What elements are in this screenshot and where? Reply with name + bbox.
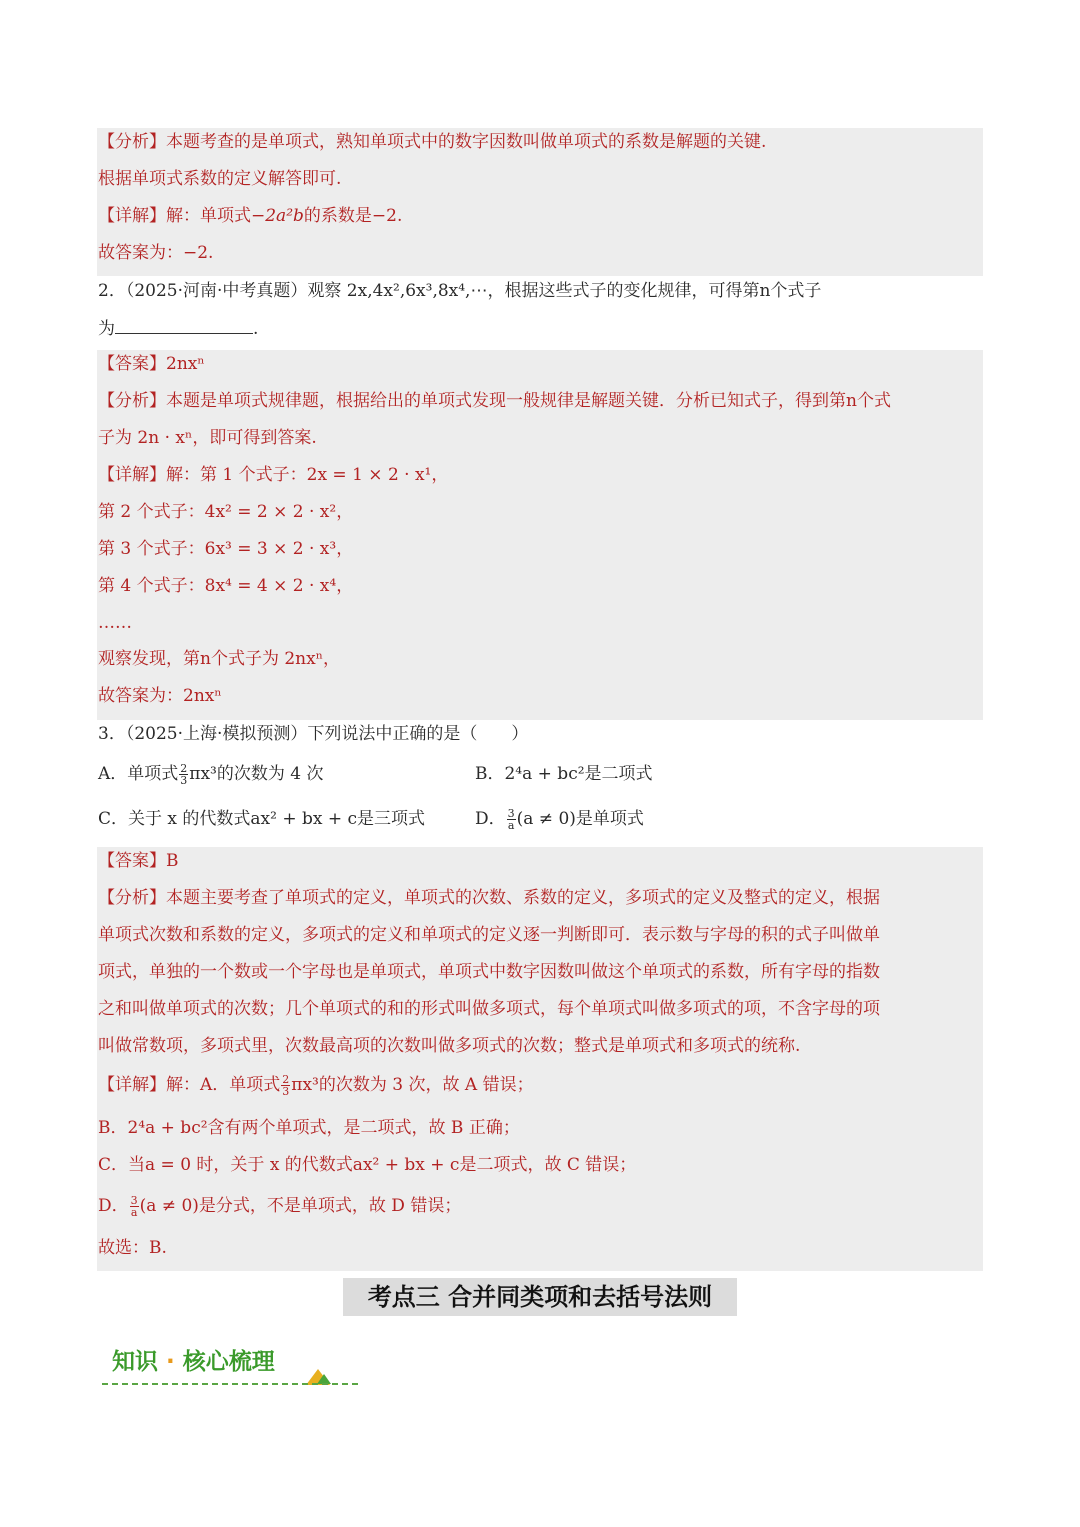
block1-analysis: 【分析】本题考查的是单项式，熟知单项式中的数字因数叫做单项式的系数是解题的关键. xyxy=(98,132,767,152)
q3-analysis-line: 【分析】本题主要考查了单项式的定义，单项式的次数、系数的定义，多项式的定义及整式的定义，根据 xyxy=(98,888,880,908)
q2-answer: 【答案】2nxⁿ xyxy=(98,354,205,374)
q3-analysis-line: 之和叫做单项式的次数；几个单项式的和的形式叫做多项式，每个单项式叫做多项式的项，不含字母的项 xyxy=(98,999,880,1019)
q3-analysis-line: 单项式次数和系数的定义，多项式的定义和单项式的定义逐一判断即可．表示数与字母的积的式子叫做单 xyxy=(98,925,880,945)
block1-answer: 故答案为：−2. xyxy=(98,243,214,263)
q2-detail-line: 第 2 个式子：4x² = 2 × 2 · x²， xyxy=(98,502,354,522)
q2-stem2: 为 . xyxy=(98,319,259,339)
dashed-underline xyxy=(102,1383,358,1385)
q3-answer: 【答案】B xyxy=(98,851,179,871)
q2-detail-line: 观察发现，第n个式子为 2nxⁿ， xyxy=(98,649,341,669)
answer-blank xyxy=(115,317,253,334)
q2-analysis2: 子为 2n · xⁿ，即可得到答案. xyxy=(98,428,317,448)
q2-detail-line: 【详解】解：第 1 个式子：2x = 1 × 2 · x¹， xyxy=(98,465,449,485)
block1-analysis2: 根据单项式系数的定义解答即可. xyxy=(98,169,342,189)
section-title: 考点三 合并同类项和去括号法则 xyxy=(343,1278,737,1316)
knowledge-heading: 知识 · 核心梳理 xyxy=(112,1349,275,1375)
q3-choose: 故选：B. xyxy=(98,1238,167,1258)
q3-analysis-line: 叫做常数项，多项式里，次数最高项的次数叫做多项式的次数；整式是单项式和多项式的统称. xyxy=(98,1036,801,1056)
q2-stem: 2．（2025·河南·中考真题）观察 2x,4x²,6x³,8x⁴,⋯，根据这些式子的变化规律，可得第n个式子 xyxy=(98,281,822,301)
q3-option-d: D． $\frac{3}{a}$ (a ≠ 0)是单项式 xyxy=(475,807,644,832)
fraction-two-thirds: $\frac{2}{3}$ xyxy=(282,1073,290,1098)
q2-analysis: 【分析】本题是单项式规律题，根据给出的单项式发现一般规律是解题关键．分析已知式子，得到第n个式 xyxy=(98,391,891,411)
fraction-three-over-a: $\frac{3}{a}$ xyxy=(507,807,515,832)
q3-detail-b: B．2⁴a + bc²含有两个单项式，是二项式，故 B 正确； xyxy=(98,1118,520,1138)
q3-detail-d: D． $\frac{3}{a}$ (a ≠ 0)是分式，不是单项式，故 D 错误； xyxy=(98,1194,462,1219)
q2-detail-line: …… xyxy=(98,613,132,633)
q3-option-a: A．单项式 $\frac{2}{3}$ πx³的次数为 4 次 xyxy=(98,762,324,787)
block1-detail: 【详解】解：单项式−2a²b的系数是−2. xyxy=(98,206,403,226)
q2-detail-line: 故答案为：2nxⁿ xyxy=(98,686,222,706)
q2-detail-line: 第 4 个式子：8x⁴ = 4 × 2 · x⁴， xyxy=(98,576,354,596)
q2-detail-line: 第 3 个式子：6x³ = 3 × 2 · x³， xyxy=(98,539,354,559)
fraction-two-thirds: $\frac{2}{3}$ xyxy=(180,762,188,787)
q3-option-c: C．关于 x 的代数式ax² + bx + c是三项式 xyxy=(98,809,426,829)
q3-analysis-line: 项式，单独的一个数或一个字母也是单项式，单项式中数字因数叫做这个单项式的系数，所有字母的指数 xyxy=(98,962,880,982)
q3-detail-c: C．当a = 0 时，关于 x 的代数式ax² + bx + c是二项式，故 C 错误； xyxy=(98,1155,637,1175)
q3-stem: 3．（2025·上海·模拟预测）下列说法中正确的是（ ） xyxy=(98,724,529,744)
fraction-three-over-a: $\frac{3}{a}$ xyxy=(130,1194,138,1219)
q3-option-b: B．2⁴a + bc²是二项式 xyxy=(475,764,653,784)
q3-detail-a: 【详解】解：A．单项式 $\frac{2}{3}$ πx³的次数为 3 次，故 A 错误； xyxy=(98,1073,534,1098)
